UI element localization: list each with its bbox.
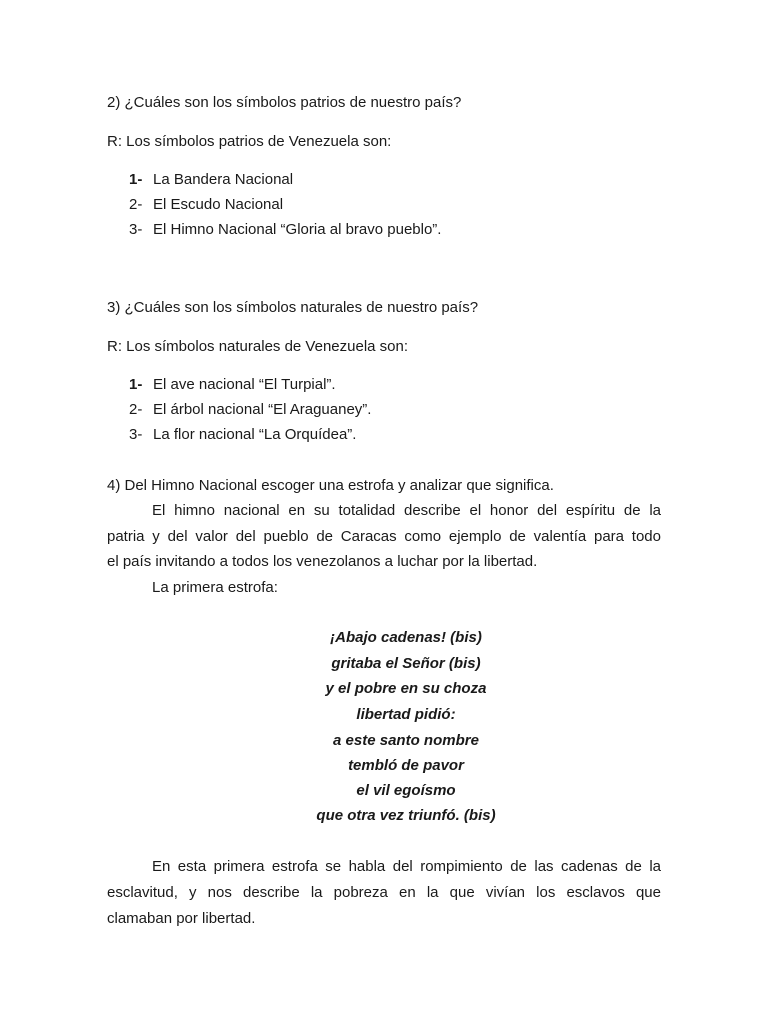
list-item (129, 425, 356, 445)
question-2-answer-intro: R: Los símbolos patrios de Venezuela son: (107, 133, 392, 150)
list-item (129, 195, 283, 215)
list-number: 1- (129, 171, 143, 188)
verse-line: tembló de pavor (348, 757, 464, 774)
verse-line: libertad pidió: (356, 706, 456, 723)
list-number: 1- (129, 376, 143, 393)
list-text: El ave nacional “El Turpial”. (153, 376, 336, 393)
verse-line: gritaba el Señor (bis) (331, 655, 481, 672)
list-item (129, 170, 293, 190)
analysis-line: En esta primera estrofa se habla del rompimiento de las cadenas de la (152, 858, 661, 875)
list-text: El árbol nacional “El Araguaney”. (153, 401, 372, 418)
paragraph-line: el país invitando a todos los venezolanos a luchar por la libertad. (107, 553, 538, 570)
paragraph-line: El himno nacional en su totalidad describe el honor del espíritu de la (152, 502, 661, 519)
list-number: 3- (129, 221, 143, 238)
verse-line: ¡Abajo cadenas! (bis) (330, 629, 482, 646)
verse-line: que otra vez triunfó. (bis) (316, 807, 496, 824)
list-item (129, 400, 371, 420)
verse-line: a este santo nombre (333, 732, 479, 749)
verse-line: y el pobre en su choza (325, 680, 487, 697)
list-text: El Escudo Nacional (153, 196, 284, 213)
list-number: 3- (129, 426, 143, 443)
list-text: La Bandera Nacional (153, 171, 294, 188)
analysis-line: clamaban por libertad. (107, 910, 256, 927)
list-number: 2- (129, 196, 143, 213)
list-text: El Himno Nacional “Gloria al bravo pueblo”. (153, 221, 442, 238)
question-2-heading: 2) ¿Cuáles son los símbolos patrios de nuestro país? (107, 94, 462, 111)
verse-line: el vil egoísmo (356, 782, 456, 799)
paragraph-line: patria y del valor del pueblo de Caracas como ejemplo de valentía para todo (107, 528, 661, 545)
list-text: La flor nacional “La Orquídea”. (153, 426, 357, 443)
question-3-answer-intro: R: Los símbolos naturales de Venezuela son: (107, 338, 409, 355)
stanza-intro: La primera estrofa: (152, 579, 278, 596)
analysis-line: esclavitud, y nos describe la pobreza en la que vivían los esclavos que (107, 884, 661, 901)
list-number: 2- (129, 401, 143, 418)
question-4-heading: 4) Del Himno Nacional escoger una estrofa y analizar que significa. (107, 477, 554, 494)
list-item (129, 375, 336, 395)
list-item (129, 220, 441, 240)
question-3-heading: 3) ¿Cuáles son los símbolos naturales de nuestro país? (107, 299, 479, 316)
